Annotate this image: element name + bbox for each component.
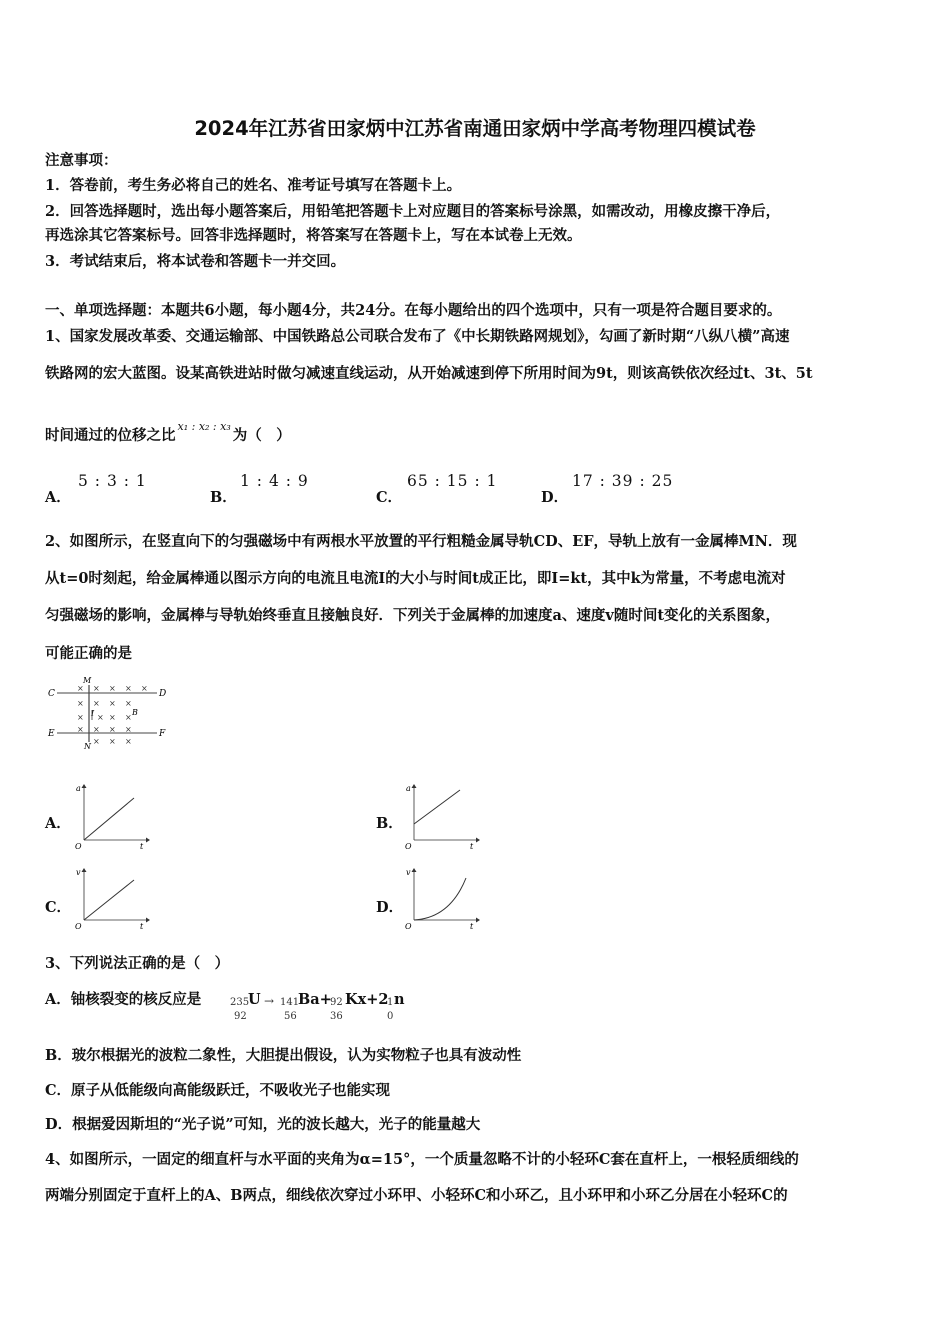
q2-stem-line: 可能正确的是	[45, 645, 132, 662]
n-mass-number: 1	[387, 997, 394, 1008]
q1-option-a-label[interactable]: A．	[45, 489, 71, 506]
kr-mass-number: 92	[330, 997, 343, 1008]
svg-text:×: ×	[125, 725, 132, 734]
label-m: M	[83, 676, 92, 685]
q2-option-d-label[interactable]: D．	[376, 899, 404, 916]
origin-label: O	[75, 922, 82, 931]
q1-option-c-value: 65 : 15 : 1	[407, 472, 498, 490]
label-d: D	[159, 689, 167, 699]
origin-label: O	[75, 842, 82, 850]
q2-option-a-label[interactable]: A．	[45, 815, 71, 832]
q2-graph-d	[402, 866, 482, 934]
ba-atomic-number: 56	[284, 1011, 297, 1022]
svg-text:×: ×	[125, 737, 132, 746]
axis-y-label: a	[406, 784, 411, 793]
note-item: 3．考试结束后，将本试卷和答题卡一并交回。	[45, 253, 346, 270]
svg-text:×: ×	[109, 684, 116, 693]
q1-ratio: x₁ : x₂ : x₃	[177, 420, 231, 433]
axis-y-label: v	[76, 868, 81, 877]
q2-stem-line: 从t=0时刻起，给金属棒通以图示方向的电流且电流I的大小与时间t成正比，即I=kt，其中k为常量，不考虑电流对	[45, 570, 786, 587]
q1-option-c-label[interactable]: C．	[376, 489, 403, 506]
q1-option-a-value: 5 : 3 : 1	[78, 472, 147, 490]
q2-stem-line: 匀强磁场的影响，金属棒与导轨始终垂直且接触良好．下列关于金属棒的加速度a、速度v随时间t变化的关系图象，	[45, 607, 781, 624]
u-mass-number: 235	[230, 997, 250, 1008]
label-e: E	[48, 729, 55, 739]
label-b: B	[132, 708, 138, 717]
q3-option-d[interactable]: D．根据爱因斯坦的“光子说”可知，光的波长越大，光子的能量越大	[45, 1116, 481, 1133]
q3-option-a-text: A．铀核裂变的核反应是	[45, 991, 202, 1008]
u-atomic-number: 92	[234, 1011, 247, 1022]
q2-option-c-label[interactable]: C．	[45, 899, 72, 916]
q1-option-b-label[interactable]: B．	[210, 489, 237, 506]
svg-text:×: ×	[77, 684, 84, 693]
q4-stem-line: 两端分别固定于直杆上的A、B两点，细线依次穿过小环甲、小轻环C和小环乙，且小环甲和小环乙分居在小轻环C的	[45, 1187, 788, 1204]
svg-text:×: ×	[109, 713, 116, 722]
svg-text:×: ×	[93, 699, 100, 708]
axis-x-label: t	[470, 842, 474, 850]
q1-option-d-label[interactable]: D．	[541, 489, 569, 506]
origin-label: O	[405, 922, 412, 931]
axis-x-label: t	[140, 842, 144, 850]
axis-x-label: t	[140, 922, 144, 931]
axis-x-label: t	[470, 922, 474, 931]
note-item: 1．答卷前，考生务必将自己的姓名、准考证号填写在答题卡上。	[45, 177, 462, 194]
q3-option-b[interactable]: B．玻尔根据光的波粒二象性，大胆提出假设，认为实物粒子也具有波动性	[45, 1047, 522, 1064]
q2-graph-b	[402, 782, 482, 850]
u-symbol: U	[248, 991, 261, 1008]
label-i: I	[91, 709, 95, 718]
kr-atomic-number: 36	[330, 1011, 343, 1022]
kr-symbol: Kx+2	[345, 991, 389, 1008]
svg-text:×: ×	[97, 713, 104, 722]
q1-stem-line	[45, 420, 291, 447]
svg-text:×: ×	[109, 699, 116, 708]
notes-header: 注意事项：	[45, 152, 118, 169]
svg-text:×: ×	[125, 713, 132, 722]
svg-text:×: ×	[77, 713, 84, 722]
origin-label: O	[405, 842, 412, 850]
page-title: 2024年江苏省田家炳中江苏省南通田家炳中学高考物理四模试卷	[194, 117, 756, 140]
note-item: 2．回答选择题时，选出每小题答案后，用铅笔把答题卡上对应题目的答案标号涂黑，如需改动，用橡皮擦干净后，	[45, 203, 781, 220]
ba-symbol: Ba+	[298, 991, 332, 1008]
svg-text:×: ×	[125, 699, 132, 708]
svg-text:×: ×	[141, 684, 148, 693]
reaction-arrow: →	[264, 994, 275, 1008]
q2-option-b-label[interactable]: B．	[376, 815, 403, 832]
q1-stem-text: 时间通过的位移之比	[45, 427, 176, 444]
section-heading: 一、单项选择题：本题共6小题，每小题4分，共24分。在每小题给出的四个选项中，只有一项是符合题目要求的。	[45, 302, 782, 319]
q2-stem-line: 2、如图所示，在竖直向下的匀强磁场中有两根水平放置的平行粗糙金属导轨CD、EF，导轨上放有一金属棒MN．现	[45, 533, 797, 550]
q1-stem-line: 1、国家发展改革委、交通运输部、中国铁路总公司联合发布了《中长期铁路网规划》，勾画了新时期“八纵八横”高速	[45, 328, 790, 345]
q2-graph-c	[72, 866, 152, 934]
q1-option-d-value: 17 : 39 : 25	[572, 472, 674, 490]
svg-text:×: ×	[93, 737, 100, 746]
q3-stem: 3、下列说法正确的是（ ）	[45, 955, 230, 972]
label-f: F	[159, 729, 166, 739]
label-n: N	[84, 742, 91, 750]
axis-y-label: a	[76, 784, 81, 793]
q2-rail-figure	[45, 676, 170, 750]
label-c: C	[48, 689, 55, 699]
svg-text:×: ×	[109, 725, 116, 734]
q1-option-b-value: 1 : 4 : 9	[240, 472, 309, 490]
svg-text:×: ×	[125, 684, 132, 693]
svg-text:×: ×	[77, 699, 84, 708]
axis-y-label: v	[406, 868, 411, 877]
svg-text:×: ×	[93, 725, 100, 734]
svg-text:×: ×	[109, 737, 116, 746]
n-symbol: n	[394, 991, 405, 1008]
q3-option-c[interactable]: C．原子从低能级向高能级跃迁，不吸收光子也能实现	[45, 1082, 391, 1099]
q1-stem-line: 铁路网的宏大蓝图。设某高铁进站时做匀减速直线运动，从开始减速到停下所用时间为9t，则该高铁依次经过t、3t、5t	[45, 365, 813, 382]
svg-text:×: ×	[93, 684, 100, 693]
note-item: 再选涂其它答案标号。回答非选择题时，将答案写在答题卡上，写在本试卷上无效。	[45, 227, 582, 244]
q1-stem-text: 为（ ）	[232, 427, 291, 444]
svg-text:×: ×	[77, 725, 84, 734]
q3-option-a[interactable]	[45, 990, 201, 1010]
n-atomic-number: 0	[387, 1011, 394, 1022]
q2-graph-a	[72, 782, 152, 850]
q4-stem-line: 4、如图所示，一固定的细直杆与水平面的夹角为α=15°，一个质量忽略不计的小轻环C套在直杆上，一根轻质细线的	[45, 1151, 799, 1168]
ba-mass-number: 141	[280, 997, 300, 1008]
